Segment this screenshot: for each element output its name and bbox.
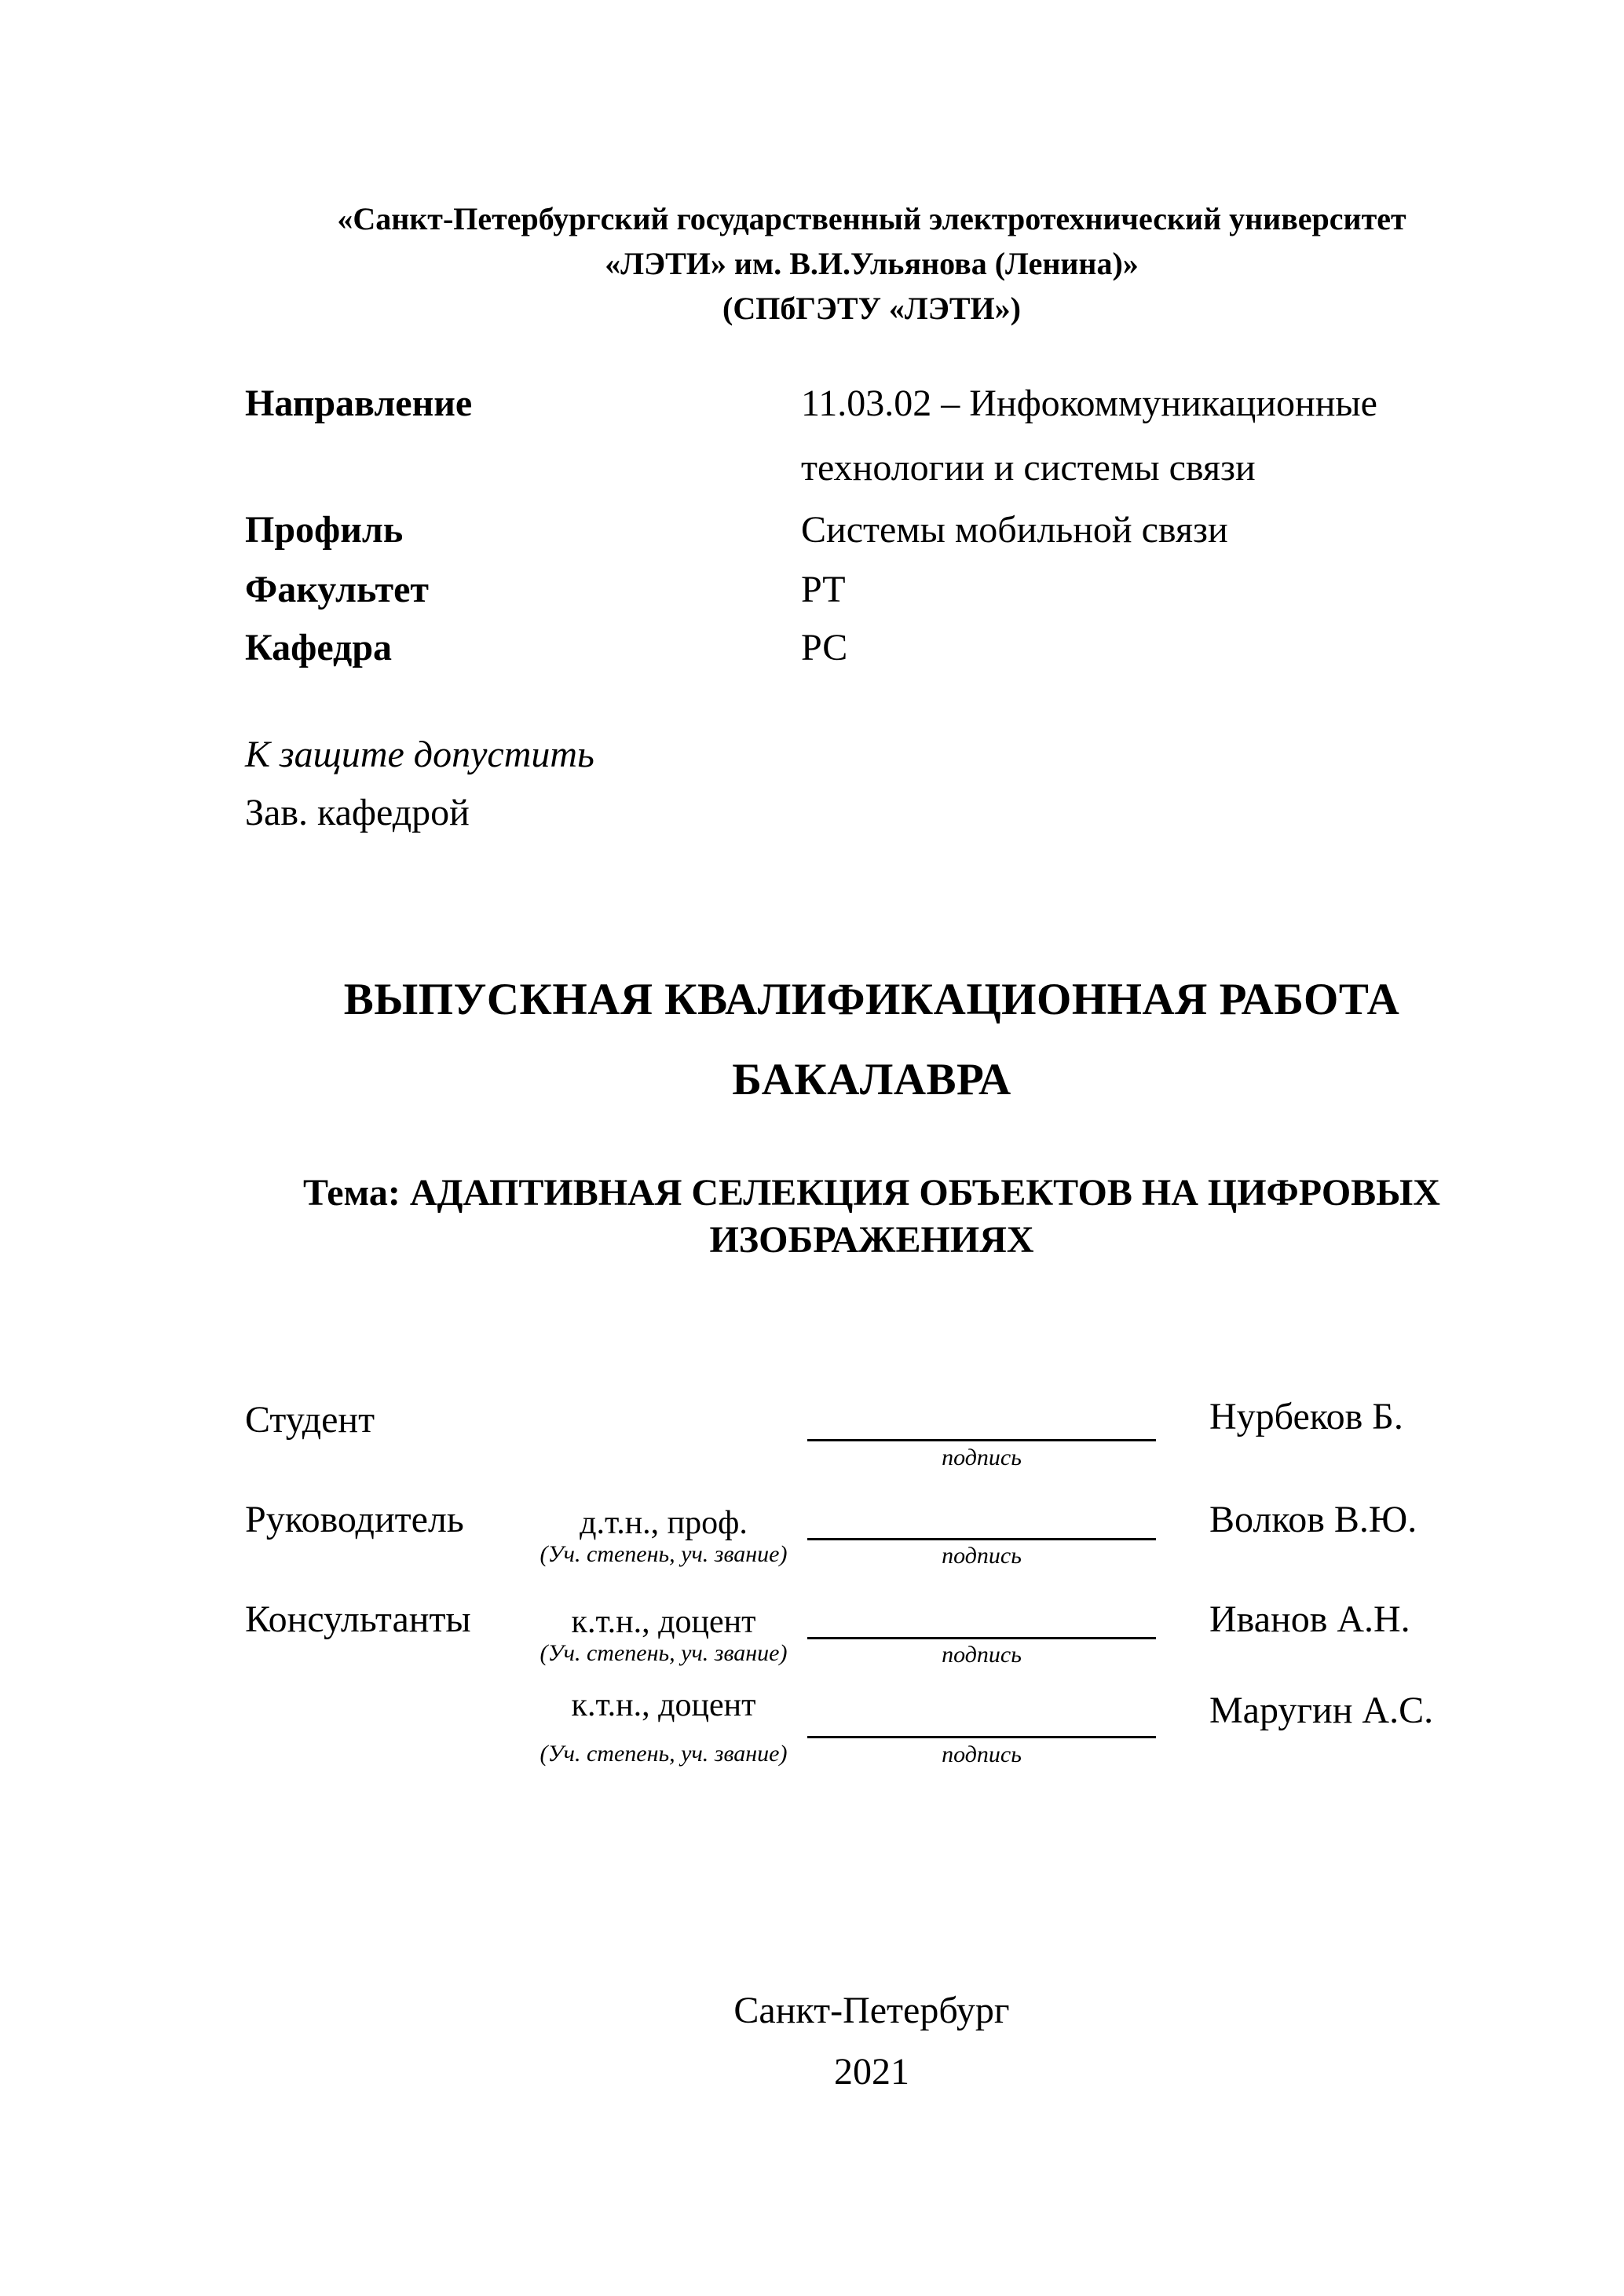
student-role-label: Студент (245, 1399, 375, 1441)
degree-caption: (Уч. степень, уч. звание) (540, 1640, 788, 1666)
direction-label: Направление (245, 383, 473, 424)
university-name-line2: «ЛЭТИ» им. В.И.Ульянова (Ленина)» (605, 246, 1139, 281)
direction-value-line1: 11.03.02 – Инфокоммуникационные (801, 383, 1377, 424)
profile-label: Профиль (245, 509, 404, 551)
thesis-title-line1: ВЫПУСКНАЯ КВАЛИФИКАЦИОННАЯ РАБОТА (343, 975, 1400, 1024)
thesis-theme-line1: Тема: АДАПТИВНАЯ СЕЛЕКЦИЯ ОБЪЕКТОВ НА ЦИФРОВЫХ (303, 1172, 1440, 1214)
signature-caption: подпись (942, 1741, 1022, 1767)
department-value: РС (801, 627, 848, 668)
degree-caption: (Уч. степень, уч. звание) (540, 1541, 788, 1567)
signature-line (807, 1637, 1156, 1639)
signature-caption: подпись (942, 1642, 1022, 1668)
faculty-value: РТ (801, 569, 846, 610)
year-text: 2021 (834, 2051, 909, 2093)
signature-line (807, 1736, 1156, 1738)
department-label: Кафедра (245, 627, 393, 668)
thesis-theme-line2: ИЗОБРАЖЕНИЯХ (709, 1219, 1034, 1261)
direction-value-line2: технологии и системы связи (801, 447, 1256, 489)
thesis-title-line2: БАКАЛАВРА (732, 1055, 1011, 1104)
head-of-department-text: Зав. кафедрой (245, 792, 470, 833)
signature-caption: подпись (942, 1445, 1022, 1470)
consultant2-name: Маругин А.С. (1209, 1690, 1434, 1731)
profile-value: Системы мобильной связи (801, 509, 1228, 551)
admit-to-defense-text: К защите допустить (245, 734, 594, 775)
supervisor-name: Волков В.Ю. (1209, 1499, 1417, 1540)
city-text: Санкт-Петербург (733, 1990, 1010, 2031)
student-name: Нурбеков Б. (1209, 1396, 1403, 1437)
consultant2-degree: к.т.н., доцент (571, 1687, 756, 1723)
university-abbreviation: (СПбГЭТУ «ЛЭТИ») (722, 291, 1021, 326)
signature-caption: подпись (942, 1543, 1022, 1569)
consultant1-name: Иванов А.Н. (1209, 1598, 1410, 1640)
supervisor-degree: д.т.н., проф. (580, 1505, 748, 1541)
supervisor-role-label: Руководитель (245, 1499, 464, 1540)
university-header (236, 196, 1508, 331)
degree-caption: (Уч. степень, уч. звание) (540, 1741, 788, 1767)
university-name-line1: «Санкт-Петербургский государственный электротехнический университет (337, 201, 1406, 236)
faculty-label: Факультет (245, 569, 429, 610)
consultants-role-label: Консультанты (245, 1598, 471, 1640)
consultant1-degree: к.т.н., доцент (571, 1604, 756, 1640)
signature-line (807, 1538, 1156, 1540)
signature-line (807, 1439, 1156, 1441)
